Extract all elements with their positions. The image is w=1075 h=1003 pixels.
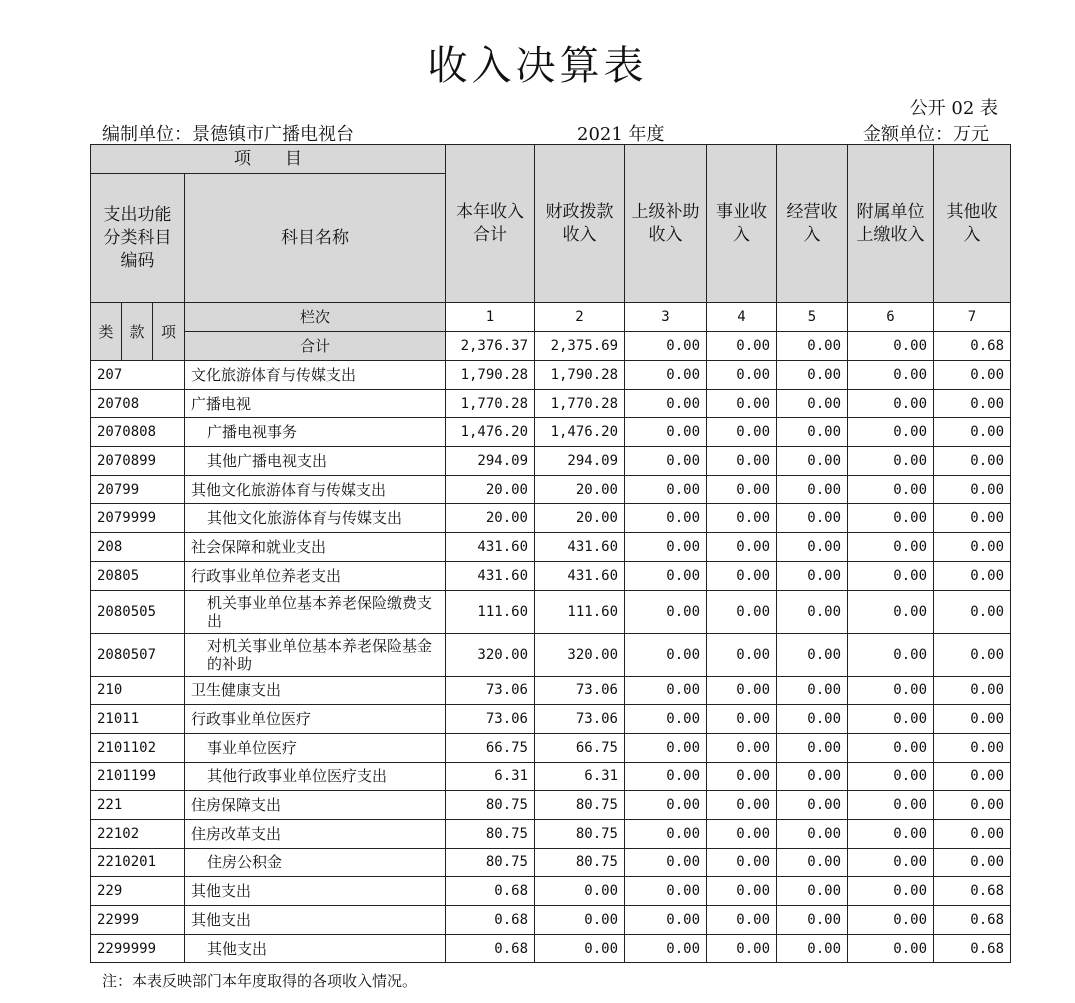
row-value: 294.09: [446, 447, 535, 476]
header-kuan: 款: [122, 303, 153, 361]
table-row: [91, 848, 1011, 877]
row-name: 住房公积金: [185, 848, 446, 877]
row-value: 0.00: [625, 361, 707, 390]
row-code: 207: [91, 361, 185, 390]
row-value: 0.00: [707, 561, 777, 590]
row-value: 0.00: [848, 447, 934, 476]
row-value: 0.00: [777, 733, 848, 762]
row-value: 1,770.28: [535, 389, 625, 418]
row-value: 0.00: [777, 877, 848, 906]
row-name: 其他文化旅游体育与传媒支出: [185, 475, 446, 504]
row-value: 0.00: [707, 877, 777, 906]
row-value: 0.68: [446, 877, 535, 906]
row-value: 0.00: [535, 934, 625, 963]
row-value: 0.00: [848, 676, 934, 705]
row-value: 0.00: [848, 877, 934, 906]
row-value: 0.00: [625, 533, 707, 562]
row-value: 80.75: [446, 848, 535, 877]
column-number: 6: [848, 303, 934, 332]
row-value: 0.00: [707, 447, 777, 476]
row-value: 6.31: [446, 762, 535, 791]
column-number: 3: [625, 303, 707, 332]
row-value: 0.00: [934, 733, 1011, 762]
row-code: 2080507: [91, 633, 185, 676]
row-code: 22999: [91, 906, 185, 935]
row-value: 0.00: [625, 934, 707, 963]
row-value: 431.60: [446, 533, 535, 562]
row-value: 0.68: [934, 934, 1011, 963]
row-name: 行政事业单位医疗: [185, 705, 446, 734]
page-title: 收入决算表: [427, 43, 648, 89]
table-row: [91, 361, 1011, 390]
row-value: 0.00: [707, 475, 777, 504]
row-code: 2101199: [91, 762, 185, 791]
row-value: 0.00: [625, 389, 707, 418]
row-code: 208: [91, 533, 185, 562]
column-number: 5: [777, 303, 848, 332]
row-value: 0.00: [777, 389, 848, 418]
row-value: 0.00: [707, 676, 777, 705]
row-value: 0.00: [625, 848, 707, 877]
row-value: 0.00: [625, 733, 707, 762]
header-col-3: 上级补助收入: [625, 145, 707, 303]
row-value: 80.75: [535, 848, 625, 877]
row-value: 0.00: [777, 475, 848, 504]
row-value: 0.00: [848, 533, 934, 562]
row-value: 0.00: [934, 418, 1011, 447]
header-col-1: 本年收入合计: [446, 145, 535, 303]
row-value: 0.00: [707, 934, 777, 963]
row-value: 80.75: [535, 791, 625, 820]
table-row: [91, 475, 1011, 504]
row-value: 0.00: [848, 934, 934, 963]
row-value: 20.00: [446, 475, 535, 504]
row-value: 0.00: [707, 848, 777, 877]
header-col-6: 附属单位上缴收入: [848, 145, 934, 303]
header-subject-name: 科目名称: [185, 174, 446, 303]
row-name: 事业单位医疗: [185, 733, 446, 762]
fiscal-year: 2021 年度: [577, 124, 665, 145]
row-value: 0.00: [777, 848, 848, 877]
row-value: 431.60: [535, 533, 625, 562]
header-item: 项 目: [91, 145, 446, 174]
row-value: 0.68: [446, 934, 535, 963]
total-cell: 2,376.37: [446, 332, 535, 361]
row-value: 0.00: [707, 906, 777, 935]
row-value: 0.00: [848, 590, 934, 633]
row-value: 0.00: [777, 762, 848, 791]
row-value: 0.00: [934, 633, 1011, 676]
row-value: 0.00: [625, 762, 707, 791]
table-row: [91, 590, 1011, 633]
row-value: 66.75: [446, 733, 535, 762]
row-value: 0.00: [625, 705, 707, 734]
row-value: 0.00: [707, 533, 777, 562]
row-name: 其他支出: [185, 906, 446, 935]
table-row: [91, 877, 1011, 906]
table-row: [91, 389, 1011, 418]
header-lanci: 栏次: [185, 303, 446, 332]
row-value: 431.60: [535, 561, 625, 590]
row-value: 0.00: [934, 389, 1011, 418]
row-name: 卫生健康支出: [185, 676, 446, 705]
row-code: 21011: [91, 705, 185, 734]
row-value: 0.00: [934, 447, 1011, 476]
row-value: 0.00: [707, 762, 777, 791]
row-value: 0.00: [777, 633, 848, 676]
row-value: 0.00: [625, 676, 707, 705]
row-name: 其他文化旅游体育与传媒支出: [185, 504, 446, 533]
row-code: 2079999: [91, 504, 185, 533]
row-value: 80.75: [446, 791, 535, 820]
table-row: [91, 561, 1011, 590]
row-code: 229: [91, 877, 185, 906]
row-code: 2101102: [91, 733, 185, 762]
row-value: 0.00: [707, 418, 777, 447]
row-value: 73.06: [535, 676, 625, 705]
row-value: 0.00: [707, 819, 777, 848]
row-name: 社会保障和就业支出: [185, 533, 446, 562]
row-value: 0.00: [777, 819, 848, 848]
row-value: 1,476.20: [535, 418, 625, 447]
row-code: 2070899: [91, 447, 185, 476]
row-value: 0.00: [848, 906, 934, 935]
table-row: [91, 762, 1011, 791]
row-value: 0.68: [934, 906, 1011, 935]
total-cell: 2,375.69: [535, 332, 625, 361]
row-value: 0.00: [625, 906, 707, 935]
header-xiang: 项: [153, 303, 185, 361]
column-number: 2: [535, 303, 625, 332]
row-value: 0.00: [707, 705, 777, 734]
row-value: 0.00: [625, 561, 707, 590]
row-name: 对机关事业单位基本养老保险基金的补助: [185, 633, 446, 676]
row-value: 20.00: [535, 504, 625, 533]
header-col-4: 事业收入: [707, 145, 777, 303]
row-value: 320.00: [446, 633, 535, 676]
row-value: 0.00: [625, 447, 707, 476]
row-value: 1,790.28: [446, 361, 535, 390]
row-code: 2080505: [91, 590, 185, 633]
row-value: 0.00: [934, 475, 1011, 504]
row-value: 0.00: [848, 504, 934, 533]
row-value: 431.60: [446, 561, 535, 590]
row-value: 0.00: [777, 533, 848, 562]
row-name: 其他广播电视支出: [185, 447, 446, 476]
row-value: 6.31: [535, 762, 625, 791]
table-row: [91, 906, 1011, 935]
row-value: 0.00: [848, 762, 934, 791]
row-value: 0.00: [777, 676, 848, 705]
form-number: 公开 02 表: [909, 98, 998, 119]
row-value: 66.75: [535, 733, 625, 762]
row-value: 0.00: [934, 361, 1011, 390]
table-row: [91, 633, 1011, 676]
row-value: 0.00: [625, 819, 707, 848]
row-value: 0.00: [625, 791, 707, 820]
row-code: 2299999: [91, 934, 185, 963]
row-value: 73.06: [535, 705, 625, 734]
row-value: 0.00: [535, 906, 625, 935]
row-value: 20.00: [535, 475, 625, 504]
row-value: 0.00: [848, 848, 934, 877]
table-row: [91, 934, 1011, 963]
column-number: 1: [446, 303, 535, 332]
row-value: 0.00: [625, 475, 707, 504]
row-value: 80.75: [535, 819, 625, 848]
total-cell: 0.00: [707, 332, 777, 361]
header-func-code: 支出功能分类科目编码: [91, 174, 185, 303]
row-value: 73.06: [446, 676, 535, 705]
row-value: 0.00: [934, 533, 1011, 562]
row-value: 80.75: [446, 819, 535, 848]
table-note: 注：本表反映部门本年度取得的各项收入情况。: [102, 972, 418, 990]
column-number: 7: [934, 303, 1011, 332]
row-name: 住房保障支出: [185, 791, 446, 820]
header-col-5: 经营收入: [777, 145, 848, 303]
table-row: [91, 447, 1011, 476]
row-value: 0.68: [446, 906, 535, 935]
row-code: 210: [91, 676, 185, 705]
row-value: 0.00: [535, 877, 625, 906]
row-value: 0.00: [777, 906, 848, 935]
row-value: 0.00: [707, 504, 777, 533]
row-value: 0.00: [777, 418, 848, 447]
amount-unit: 金额单位：万元: [863, 124, 989, 145]
total-cell: 0.68: [934, 332, 1011, 361]
row-value: 0.00: [848, 733, 934, 762]
header-col-7: 其他收入: [934, 145, 1011, 303]
row-value: 0.00: [707, 590, 777, 633]
row-value: 0.00: [848, 389, 934, 418]
row-code: 221: [91, 791, 185, 820]
row-value: 0.00: [934, 590, 1011, 633]
row-value: 0.00: [777, 361, 848, 390]
row-value: 0.00: [848, 361, 934, 390]
row-value: 1,790.28: [535, 361, 625, 390]
row-value: 0.00: [934, 504, 1011, 533]
row-code: 22102: [91, 819, 185, 848]
row-value: 0.00: [848, 475, 934, 504]
row-code: 20708: [91, 389, 185, 418]
row-name: 广播电视事务: [185, 418, 446, 447]
row-value: 0.00: [625, 504, 707, 533]
row-value: 0.00: [707, 733, 777, 762]
row-value: 1,770.28: [446, 389, 535, 418]
row-value: 1,476.20: [446, 418, 535, 447]
table-row: [91, 504, 1011, 533]
row-value: 0.00: [625, 590, 707, 633]
row-value: 320.00: [535, 633, 625, 676]
header-lei: 类: [91, 303, 122, 361]
header-total-label: 合计: [185, 332, 446, 361]
row-name: 其他支出: [185, 877, 446, 906]
row-value: 0.00: [777, 447, 848, 476]
row-value: 294.09: [535, 447, 625, 476]
row-name: 行政事业单位养老支出: [185, 561, 446, 590]
row-value: 0.00: [707, 361, 777, 390]
row-value: 0.00: [934, 791, 1011, 820]
row-value: 0.00: [777, 791, 848, 820]
row-value: 0.00: [848, 418, 934, 447]
row-name: 文化旅游体育与传媒支出: [185, 361, 446, 390]
row-value: 73.06: [446, 705, 535, 734]
row-value: 0.00: [625, 418, 707, 447]
table-row: [91, 533, 1011, 562]
compiling-unit: 编制单位：景德镇市广播电视台: [102, 124, 354, 145]
row-code: 2070808: [91, 418, 185, 447]
table-row: [91, 819, 1011, 848]
total-cell: 0.00: [777, 332, 848, 361]
total-cell: 0.00: [848, 332, 934, 361]
row-value: 0.00: [934, 705, 1011, 734]
table-row: [91, 705, 1011, 734]
table-row: [91, 791, 1011, 820]
total-cell: 0.00: [625, 332, 707, 361]
row-value: 111.60: [535, 590, 625, 633]
row-value: 0.00: [848, 633, 934, 676]
row-name: 住房改革支出: [185, 819, 446, 848]
row-value: 0.00: [777, 934, 848, 963]
income-final-accounts-table: [90, 144, 1011, 963]
row-value: 0.00: [777, 590, 848, 633]
column-number: 4: [707, 303, 777, 332]
table-row: [91, 676, 1011, 705]
row-value: 0.00: [848, 705, 934, 734]
row-name: 其他行政事业单位医疗支出: [185, 762, 446, 791]
row-name: 广播电视: [185, 389, 446, 418]
row-value: 0.00: [848, 791, 934, 820]
row-value: 0.00: [934, 676, 1011, 705]
row-value: 0.68: [934, 877, 1011, 906]
header-col-2: 财政拨款收入: [535, 145, 625, 303]
row-value: 0.00: [934, 762, 1011, 791]
row-value: 0.00: [934, 561, 1011, 590]
row-value: 111.60: [446, 590, 535, 633]
row-value: 0.00: [707, 791, 777, 820]
row-value: 0.00: [848, 561, 934, 590]
row-code: 2210201: [91, 848, 185, 877]
row-value: 20.00: [446, 504, 535, 533]
table-row: [91, 418, 1011, 447]
row-name: 其他支出: [185, 934, 446, 963]
row-value: 0.00: [625, 633, 707, 676]
row-name: 机关事业单位基本养老保险缴费支出: [185, 590, 446, 633]
row-code: 20805: [91, 561, 185, 590]
row-value: 0.00: [848, 819, 934, 848]
row-value: 0.00: [707, 633, 777, 676]
row-value: 0.00: [934, 819, 1011, 848]
row-value: 0.00: [934, 848, 1011, 877]
table-row: [91, 733, 1011, 762]
row-value: 0.00: [625, 877, 707, 906]
row-value: 0.00: [707, 389, 777, 418]
row-code: 20799: [91, 475, 185, 504]
row-value: 0.00: [777, 705, 848, 734]
row-value: 0.00: [777, 561, 848, 590]
row-value: 0.00: [777, 504, 848, 533]
